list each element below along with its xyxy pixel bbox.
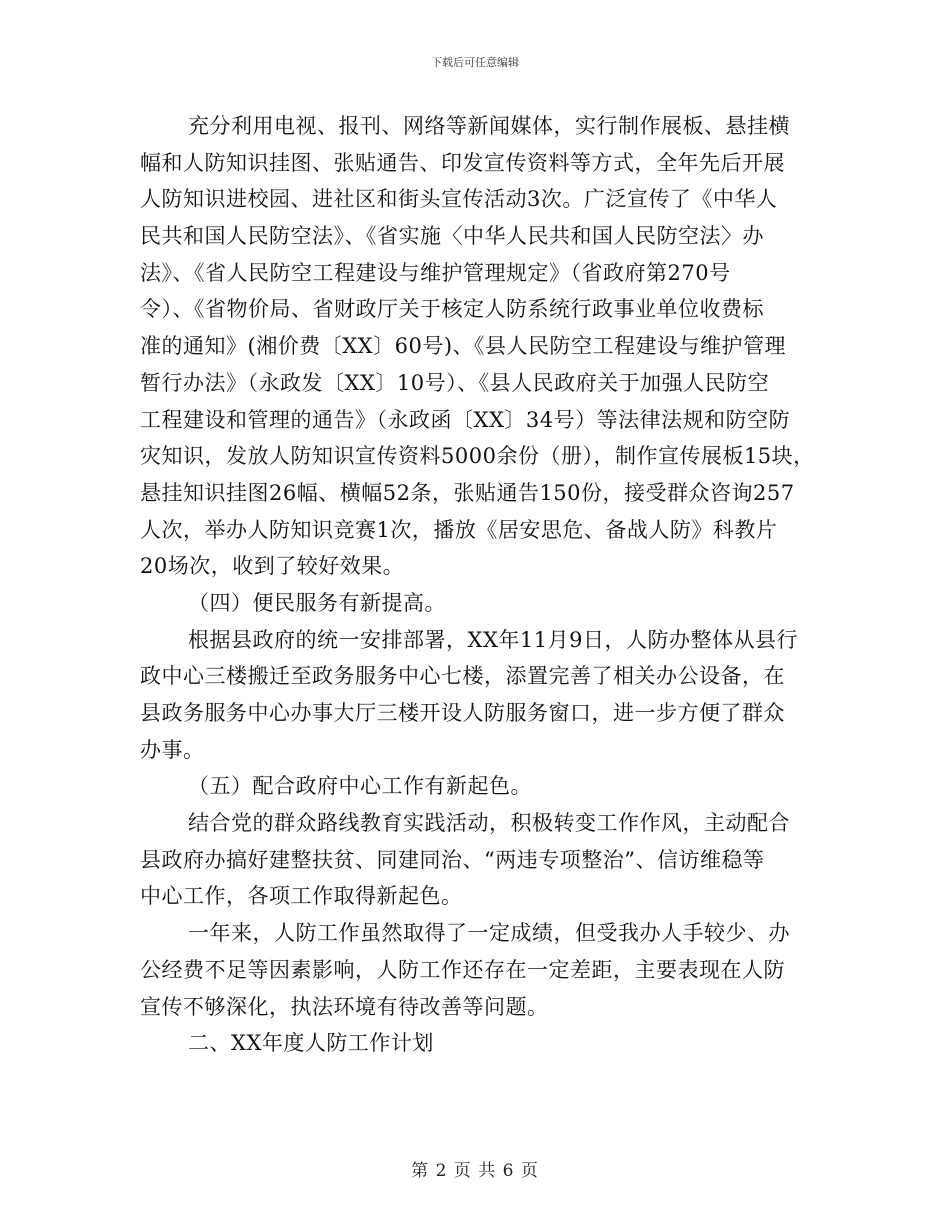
section-heading: （五）配合政府中心工作有新起色。 bbox=[188, 774, 532, 799]
text-line: 县政府办搞好建整扶贫、同建同治、“两违专项整治”、信访维稳等 bbox=[140, 847, 765, 872]
text-line: 公经费不足等因素影响，人防工作还存在一定差距，主要表现在人防 bbox=[140, 957, 785, 982]
text-line: 宣传不够深化，执法环境有待改善等问题。 bbox=[140, 994, 549, 1019]
text-line: 根据县政府的统一安排部署，XX年11月9日，人防办整体从县行 bbox=[188, 627, 798, 652]
text-line: 民共和国人民防空法》、《省实施〈中华人民共和国人民防空法〉办 bbox=[140, 224, 764, 249]
text-line: 令）、《省物价局、省财政厅关于核定人防系统行政事业单位收费标 bbox=[140, 297, 764, 322]
section-heading: 二、XX年度人防工作计划 bbox=[188, 1031, 434, 1056]
text-line: 准的通知》(湘价费〔XX〕60号)、《县人民防空工程建设与维护管理 bbox=[140, 334, 787, 359]
text-line: 充分利用电视、报刊、网络等新闻媒体，实行制作展板、悬挂横 bbox=[188, 114, 790, 138]
text-line: 人防知识进校园、进社区和街头宣传活动3次。广泛宣传了《中华人 bbox=[140, 187, 778, 212]
text-line: 工程建设和管理的通告》（永政函〔XX〕34号）等法律法规和防空防 bbox=[140, 407, 791, 432]
text-line: 暂行办法》（永政发〔XX〕10号）、《县人民政府关于加强人民防空 bbox=[140, 370, 770, 395]
text-line: 中心工作，各项工作取得新起色。 bbox=[140, 884, 463, 909]
text-line: 人次，举办人防知识竞赛1次，播放《居安思危、备战人防》科教片 bbox=[140, 517, 778, 542]
section-heading: （四）便民服务有新提高。 bbox=[188, 590, 446, 615]
document-body bbox=[140, 108, 830, 1062]
text-line: 幅和人防知识挂图、张贴通告、印发宣传资料等方式，全年先后开展 bbox=[140, 150, 785, 175]
text-line: 20场次，收到了较好效果。 bbox=[140, 554, 405, 579]
text-line: 结合党的群众路线教育实践活动，积极转变工作作风，主动配合 bbox=[188, 811, 790, 836]
text-line: 悬挂知识挂图26幅、横幅52条，张贴通告150份，接受群众咨询257 bbox=[140, 480, 795, 505]
text-line: 办事。 bbox=[140, 737, 205, 762]
page-header-note: 下载后可任意编辑 bbox=[431, 56, 519, 69]
text-line: 法》、《省人民防空工程建设与维护管理规定》（省政府第270号 bbox=[140, 260, 731, 285]
text-line: 县政务服务中心办事大厅三楼开设人防服务窗口，进一步方便了群众 bbox=[140, 701, 785, 725]
text-line: 灾知识，发放人防知识宣传资料5000余份（册），制作宣传展板15块， bbox=[140, 444, 815, 469]
text-line: 一年来，人防工作虽然取得了一定成绩，但受我办人手较少、办 bbox=[188, 921, 790, 946]
text-line: 政中心三楼搬迁至政务服务中心七楼，添置完善了相关办公设备，在 bbox=[140, 664, 785, 689]
page-number: 第 2 页 共 6 页 bbox=[411, 1161, 539, 1181]
